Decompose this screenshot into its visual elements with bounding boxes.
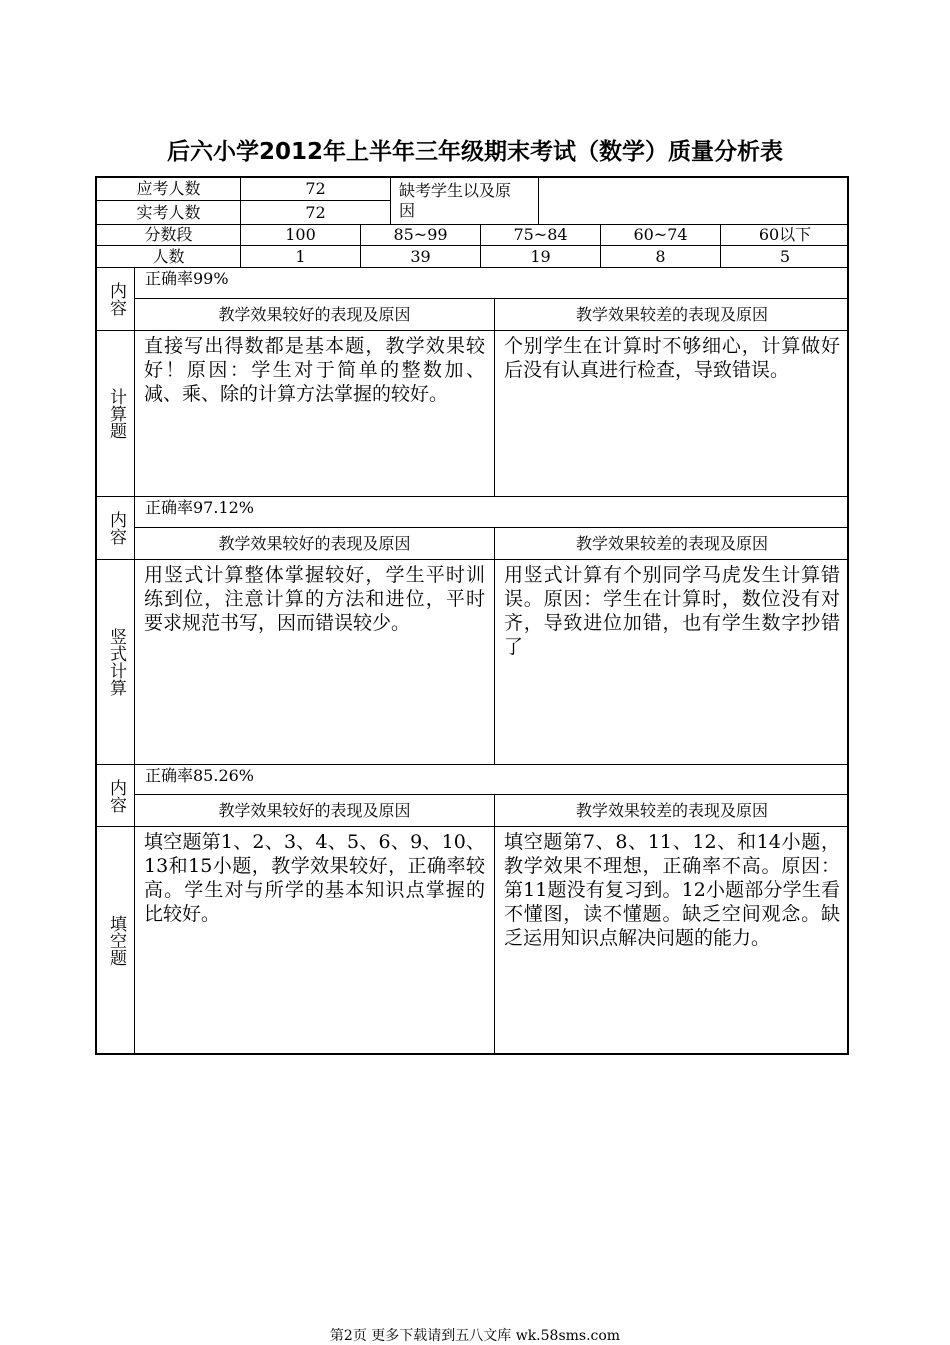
count-cell: 19 [481,246,601,268]
count-cell: 5 [721,246,849,268]
content-label: 内容 [97,497,135,560]
good-text: 用竖式计算整体掌握较好，学生平时训练到位，注意计算的方法和进位，平时要求规范书写，因而错误较少。 [135,560,495,765]
section-name: 填空题 [97,827,135,1053]
absent-value [539,178,849,225]
accuracy-rate: 正确率97.12% [135,497,849,528]
count-label: 人数 [97,246,241,268]
bad-text: 个别学生在计算时不够细心，计算做好后没有认真进行检查，导致错误。 [495,331,849,497]
page-footer: 第2页 更多下载请到五八文库 wk.58sms.com [329,1328,621,1344]
count-cell: 8 [601,246,721,268]
bad-header: 教学效果较差的表现及原因 [495,795,849,827]
actual-value: 72 [241,201,391,225]
count-cell: 1 [241,246,361,268]
content-label: 内容 [97,765,135,827]
bad-text: 填空题第7、8、11、12、和14小题，教学效果不理想，正确率不高。原因：第11题没有复习到。12小题部分学生看不懂图，读不懂题。缺乏空间观念。缺乏运用知识点解决问题的能力。 [504,831,840,949]
page-title: 后六小学2012年上半年三年级期末考试（数学）质量分析表 [166,139,783,165]
bad-header: 教学效果较差的表现及原因 [495,299,849,331]
content-label: 内容 [97,268,135,331]
analysis-table [95,176,849,1055]
expected-value: 72 [241,178,391,201]
range-cell: 75~84 [481,225,601,246]
good-header: 教学效果较好的表现及原因 [135,528,495,560]
accuracy-rate: 正确率99% [135,268,849,299]
range-cell: 85~99 [361,225,481,246]
count-cell: 39 [361,246,481,268]
good-text: 直接写出得数都是基本题，教学效果较好！原因：学生对于简单的整数加、减、乘、除的计算方法掌握的较好。 [135,331,495,497]
section-name: 计算题 [97,331,135,497]
good-text: 填空题第1、2、3、4、5、6、9、10、13和15小题，教学效果较好，正确率较高。学生对与所学的基本知识点掌握的比较好。 [135,827,495,1053]
section-name: 竖式计算 [97,560,135,765]
actual-label: 实考人数 [97,201,241,225]
good-header: 教学效果较好的表现及原因 [135,299,495,331]
expected-label: 应考人数 [97,178,241,201]
range-label: 分数段 [97,225,241,246]
good-header: 教学效果较好的表现及原因 [135,795,495,827]
absent-label: 缺考学生以及原因 [391,178,539,225]
accuracy-rate: 正确率85.26% [135,765,849,795]
range-cell: 100 [241,225,361,246]
bad-text: 用竖式计算有个别同学马虎发生计算错误。原因：学生在计算时，数位没有对齐，导致进位加错，也有学生数字抄错了 [495,560,849,765]
bad-header: 教学效果较差的表现及原因 [495,528,849,560]
range-cell: 60以下 [721,225,849,246]
range-cell: 60~74 [601,225,721,246]
